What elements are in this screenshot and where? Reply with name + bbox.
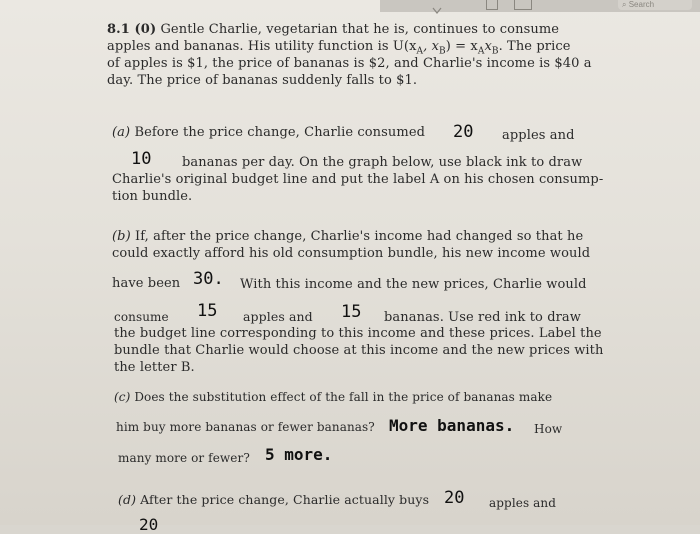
part-a-line1-end: apples and (502, 128, 575, 143)
intro-text-2g: x (484, 39, 492, 54)
part-b-line3-end: With this income and the new prices, Charlie would (240, 277, 587, 292)
part-a-line4: tion bundle. (112, 189, 193, 204)
subscript: A (477, 46, 485, 57)
problem-intro-line4: day. The price of bananas suddenly falls to $1. (107, 73, 418, 88)
problem-intro-line1 (107, 22, 559, 38)
part-a-line3: Charlie's original budget line and put the label A on his chosen consump- (112, 172, 604, 187)
part-c-label: (c) (114, 390, 131, 404)
part-d-line1-end: apples and (489, 496, 556, 510)
part-b-line4-start: consume (114, 310, 169, 324)
copy-icon[interactable] (486, 0, 498, 10)
part-d-label: (d) (118, 492, 137, 507)
part-b-line4-end: bananas. Use red ink to draw (384, 310, 582, 325)
search-icon: ⌕ (622, 0, 627, 9)
subscript: A (416, 46, 424, 57)
problem-intro-line3: of apples is $1, the price of bananas is $2, and Charlie's income is $40 a (107, 56, 592, 71)
part-a-line1 (112, 125, 425, 141)
part-d-answer-apples: 20 (444, 488, 465, 508)
part-b-line2: could exactly afford his old consumption bundle, his new income would (112, 246, 591, 261)
part-b-answer-income: 30. (193, 269, 224, 289)
part-b-line3-start: have been (112, 276, 181, 291)
search-input[interactable] (618, 0, 692, 10)
part-a-line2: bananas per day. On the graph below, use black ink to draw (182, 155, 583, 170)
problem-number: 8.1 (0) (107, 22, 157, 37)
part-b-line1 (112, 229, 583, 245)
subscript: B (491, 46, 499, 57)
viewer-toolbar (380, 0, 700, 12)
part-b-answer-bananas: 15 (341, 302, 362, 322)
part-c-answer-count: 5 more. (265, 445, 333, 464)
intro-text-2: apples and bananas. His utility function is U(x (107, 39, 417, 54)
part-a-answer-bananas: 10 (131, 149, 152, 169)
part-b-label: (b) (112, 229, 131, 244)
intro-text-1: Gentle Charlie, vegetarian that he is, continues to consume (160, 22, 560, 37)
part-d-text: After the price change, Charlie actually buys (140, 492, 430, 507)
part-b-line4-mid: apples and (243, 309, 313, 324)
part-c-answer-more: More bananas. (389, 416, 515, 435)
part-b-text: If, after the price change, Charlie's income had changed so that he (135, 229, 584, 244)
search-label: Search (628, 0, 655, 9)
chevron-icon[interactable] (432, 0, 442, 9)
part-b-line6: bundle that Charlie would choose at this income and the new prices with (114, 343, 604, 358)
part-c-text: Does the substitution effect of the fall in the price of bananas make (134, 390, 553, 404)
part-c-line2-end: How (534, 422, 563, 436)
part-b-line7: the letter B. (114, 360, 195, 375)
part-d-line1 (118, 492, 429, 508)
part-a-text: Before the price change, Charlie consumed (134, 125, 426, 140)
part-d-answer-partial: 20 (139, 515, 159, 534)
part-b-answer-apples: 15 (197, 301, 218, 321)
intro-text-2e: ) = x (445, 39, 478, 54)
part-c-line2: him buy more bananas or fewer bananas? (116, 420, 375, 434)
part-b-line5: the budget line corresponding to this income and these prices. Label the (114, 326, 602, 341)
intro-text-2c: , x (423, 39, 440, 54)
grid-icon[interactable] (514, 0, 532, 10)
intro-text-2i: . The price (498, 39, 571, 54)
part-c-line3: many more or fewer? (118, 451, 250, 465)
part-a-label: (a) (112, 125, 131, 140)
part-c-line1 (114, 389, 552, 405)
subscript: B (439, 46, 446, 57)
part-a-answer-apples: 20 (453, 122, 474, 142)
